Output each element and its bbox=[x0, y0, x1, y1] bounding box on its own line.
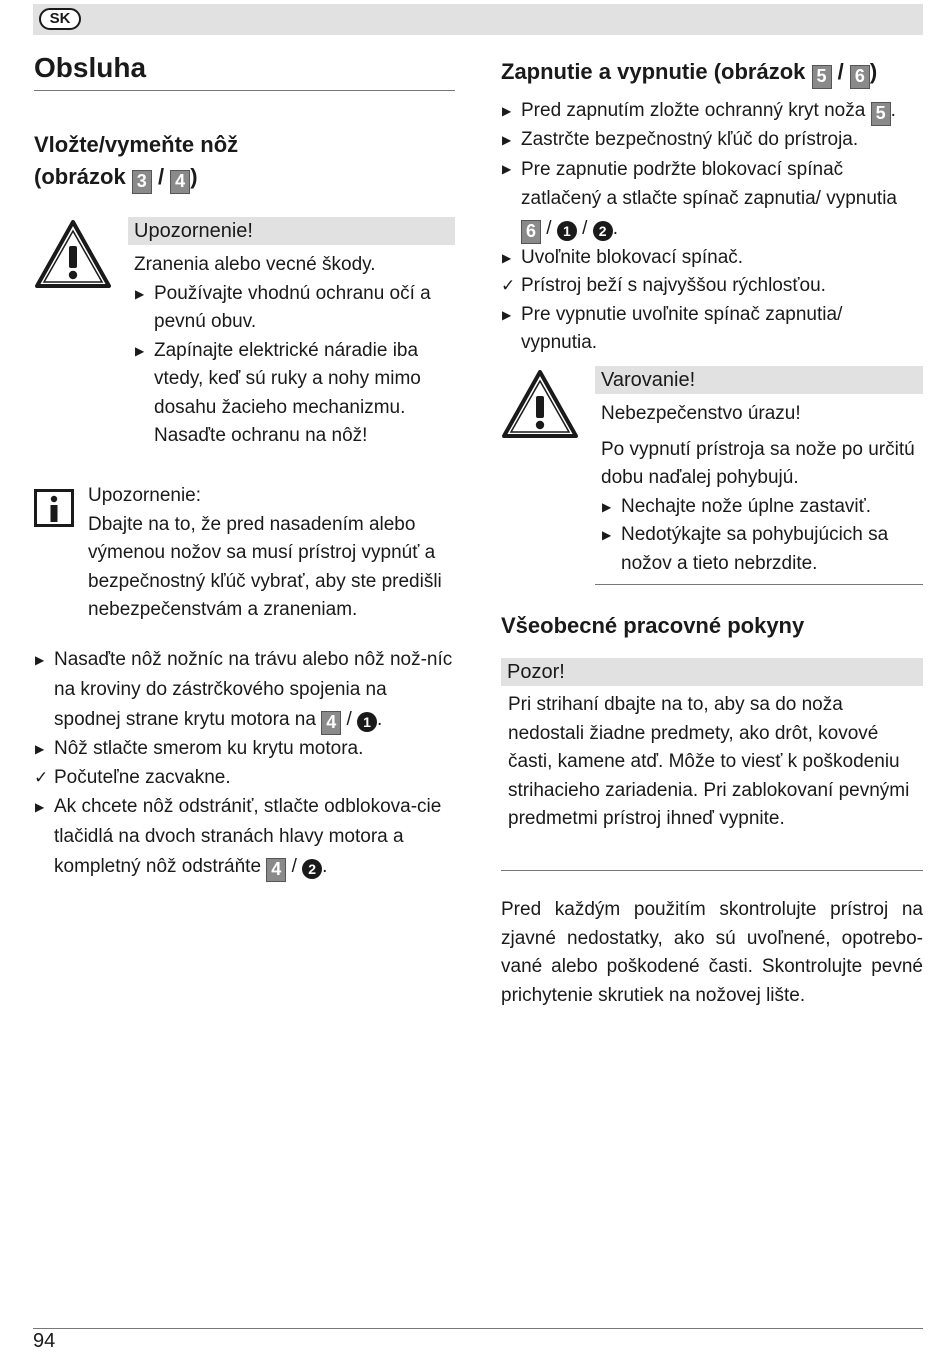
warning-block-injury bbox=[128, 217, 455, 451]
language-badge: SK bbox=[39, 8, 81, 30]
warning-triangle-icon bbox=[34, 219, 112, 289]
warning-label: Upozornenie! bbox=[128, 217, 455, 245]
caution-divider bbox=[501, 870, 923, 871]
list-item: ▶ Uvoľnite blokovací spínač. bbox=[502, 246, 744, 268]
callout-number: 2 bbox=[593, 221, 613, 241]
warning-triangle-icon bbox=[501, 369, 579, 439]
list-item: ▶ Pre vypnutie uvoľnite spínač zapnutia/ vypnutia. bbox=[502, 303, 843, 353]
section-title-switch: Zapnutie a vypnutie (obrázok 5 / 6 ) bbox=[501, 56, 877, 89]
warning-label: Varovanie! bbox=[595, 366, 923, 394]
figure-ref: 6 bbox=[850, 65, 870, 89]
figure-ref: 5 bbox=[812, 65, 832, 89]
warning-divider bbox=[595, 584, 923, 585]
page-number: 94 bbox=[33, 1330, 56, 1352]
header-bar bbox=[33, 4, 923, 35]
figure-ref: 5 bbox=[871, 102, 891, 126]
switch-steps bbox=[501, 97, 921, 358]
list-item: ▶ Nechajte nože úplne zastaviť. bbox=[602, 495, 872, 517]
callout-number: 2 bbox=[302, 859, 322, 879]
closing-paragraph: Pred každým použitím skontrolujte prístroj na zjavné nedostatky, ako sú uvoľnené, opotrebo-vané alebo poškodené časti. Skontrolujte pevné prichytenie skrutiek na nožovej lište. bbox=[501, 899, 923, 1006]
list-item: ▶ Používajte vhodnú ochranu očí a pevnú obuv. bbox=[135, 282, 431, 332]
warning-text: Po vypnutí prístroja sa nože po určitú dobu naďalej pohybujú. bbox=[601, 438, 915, 488]
list-item: ▶ Zastrčte bezpečnostný kľúč do prístroja. bbox=[502, 129, 859, 150]
section-title-general: Všeobecné pracovné pokyny bbox=[501, 613, 805, 638]
warning-line: Zranenia alebo vecné škody. bbox=[134, 254, 376, 275]
callout-number: 1 bbox=[357, 712, 377, 732]
list-item: ▶ Zapínajte elektrické náradie iba vtedy, keď sú ruky a nohy mimo dosahu žacieho mechanizmu. Nasaďte ochranu na nôž! bbox=[135, 339, 421, 446]
section-title-knife: Vložte/vymeňte nôž (obrázok 3 / 4 ) bbox=[34, 129, 238, 194]
warning-line: Nebezpečenstvo úrazu! bbox=[601, 403, 801, 424]
caution-block bbox=[501, 658, 923, 834]
page-title: Obsluha bbox=[34, 52, 147, 83]
list-item: ▶ Ak chcete nôž odstrániť, stlačte odblokova-cie tlačidlá na dvoch stranách hlavy motora a kompletný nôž odstráňte 4 / 2 . bbox=[34, 792, 455, 882]
figure-ref: 6 bbox=[521, 220, 541, 244]
info-icon bbox=[34, 489, 74, 527]
note-block bbox=[88, 482, 455, 625]
list-item: ▶ Nedotýkajte sa pohybujúcich sa nožov a tieto nebrzdite. bbox=[602, 524, 889, 574]
callout-number: 1 bbox=[557, 221, 577, 241]
figure-ref: 4 bbox=[170, 170, 190, 194]
result-item: ✓ Počuteľne zacvakne. bbox=[34, 766, 231, 788]
figure-ref: 4 bbox=[266, 858, 286, 882]
caution-text: Pri strihaní dbajte na to, aby sa do noža nedostali žiadne predmety, ako drôt, kovové časti, kamene atď. Môže to viesť k poškodeniu strihacieho zariadenia. Pri zablokovaní pevnými predmetmi prístroj ihneď vypnite. bbox=[508, 694, 910, 829]
note-text: Dbajte na to, že pred nasadením alebo výmenou nožov sa musí prístroj vypnúť a bezpečnostný kľúč vybrať, aby ste predišli nebezpečenstvám a zraneniam. bbox=[88, 513, 442, 620]
title-divider bbox=[34, 90, 455, 91]
warning-block-danger bbox=[595, 366, 923, 578]
list-item: ▶ Nasaďte nôž nožníc na trávu alebo nôž nož-níc na kroviny do zástrčkového spojenia na spodnej strane krytu motora na 4 / 1 . bbox=[34, 645, 455, 735]
list-item: ▶ Pre zapnutie podržte blokovací spínač zatlačený a stlačte spínač zapnutia/ vypnutia 6 / 1 / 2 . bbox=[501, 155, 921, 244]
footer-divider bbox=[33, 1328, 923, 1329]
figure-ref: 3 bbox=[132, 170, 152, 194]
result-item: ✓ Prístroj beží s najvyššou rýchlosťou. bbox=[501, 275, 826, 296]
figure-ref: 4 bbox=[321, 711, 341, 735]
knife-steps bbox=[34, 645, 455, 882]
list-item: ▶ Pred zapnutím zložte ochranný kryt noža 5 . bbox=[501, 97, 921, 126]
note-label: Upozornenie: bbox=[88, 485, 202, 506]
caution-label: Pozor! bbox=[501, 658, 923, 686]
list-item: ▶ Nôž stlačte smerom ku krytu motora. bbox=[35, 738, 364, 759]
